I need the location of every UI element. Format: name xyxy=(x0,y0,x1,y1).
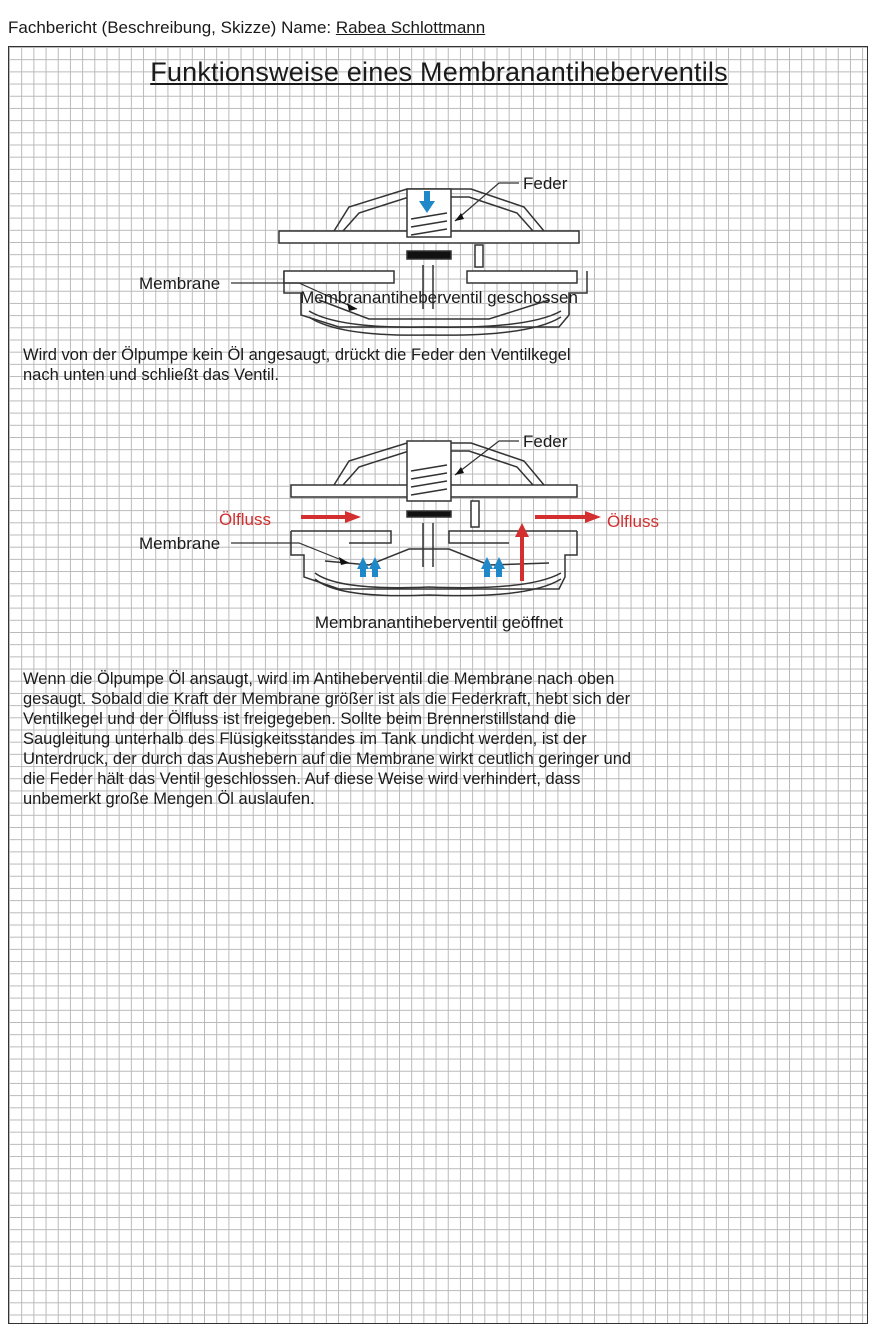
label-flow-left: Ölfluss xyxy=(219,510,271,529)
membrane-up-arrows-left-icon xyxy=(357,557,381,577)
valve-closed-diagram xyxy=(9,115,869,365)
figure-valve-open xyxy=(9,431,869,691)
figure-caption-open: Membranantiheberventil geöffnet xyxy=(314,613,564,632)
label-spring: Feder xyxy=(523,174,568,193)
paragraph-line: nach unten und schließt das Ventil. xyxy=(23,366,279,384)
page-title: Funktionsweise eines Membranantiheberventils xyxy=(150,57,728,87)
label-flow-right: Ölfluss xyxy=(607,512,659,531)
membrane-up-arrows-right-icon xyxy=(481,557,505,577)
grid-paper-sheet xyxy=(8,46,868,1324)
header-prefix: Fachbericht (Beschreibung, Skizze) Name: xyxy=(8,18,332,37)
flow-arrow-right-icon xyxy=(535,511,601,523)
label-membrane: Membrane xyxy=(139,534,221,553)
paragraph-closed xyxy=(23,345,823,385)
valve-cone xyxy=(407,251,451,259)
paragraph-line: Unterdruck, der durch das Aushebern auf die Membrane wirkt ceutlich geringer und xyxy=(23,750,632,768)
page-header xyxy=(8,18,485,38)
label-spring: Feder xyxy=(523,432,568,451)
paragraph-line: Wird von der Ölpumpe kein Öl angesaugt, drückt die Feder den Ventilkegel xyxy=(23,346,571,364)
valve-cone xyxy=(407,511,451,517)
valve-open-diagram xyxy=(9,431,869,691)
membrane xyxy=(315,573,561,588)
paragraph-open xyxy=(23,669,823,809)
label-membrane: Membrane xyxy=(139,274,221,293)
paragraph-line: Ventilkegel und der Ölfluss ist freigegeben. Sollte beim Brennerstillstand die xyxy=(23,710,577,728)
author-name: Rabea Schlottmann xyxy=(335,18,486,37)
paragraph-line: gesaugt. Sobald die Kraft der Membrane größer ist als die Federkraft, hebt sich der xyxy=(23,690,631,708)
figure-caption-closed: Membranantiheberventil geschossen xyxy=(300,288,578,307)
figure-valve-closed xyxy=(9,115,869,365)
paragraph-line: unbemerkt große Mengen Öl auslaufen. xyxy=(23,790,315,808)
flow-arrow-left-icon xyxy=(301,511,361,523)
paragraph-line: Wenn die Ölpumpe Öl ansaugt, wird im Antiheberventil die Membrane nach oben xyxy=(23,670,615,688)
paragraph-line: Saugleitung unterhalb des Flüsigkeitsstandes im Tank undicht werden, ist der xyxy=(23,730,587,748)
paragraph-line: die Feder hält das Ventil geschlossen. Auf diese Weise wird verhindert, dass xyxy=(23,770,581,788)
